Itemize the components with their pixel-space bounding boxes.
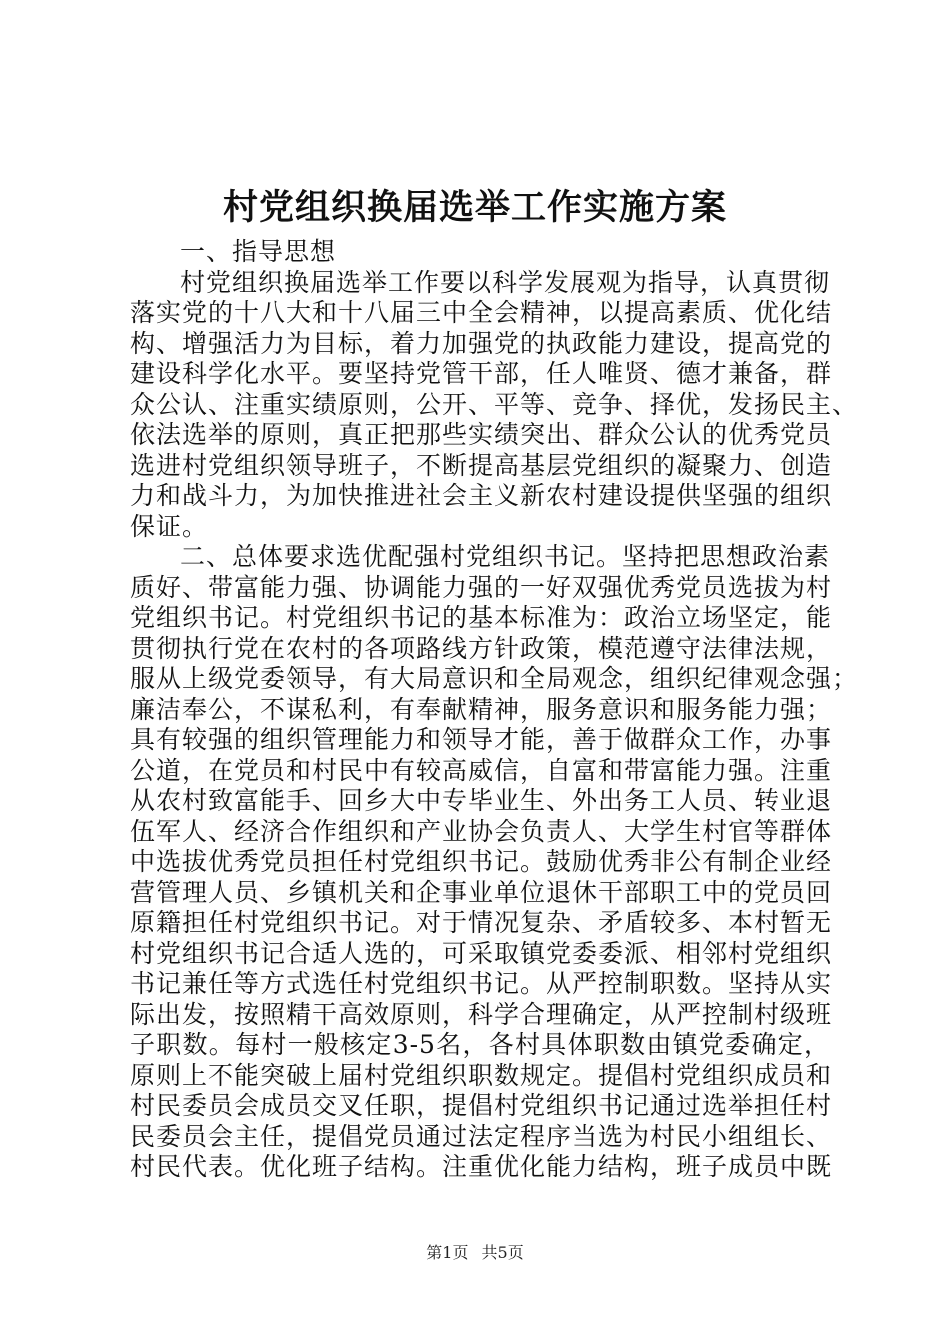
body-line: 村民代表。优化班子结构。注重优化能力结构，班子成员中既 — [130, 1152, 833, 1181]
body-line: 构、增强活力为目标，着力加强党的执政能力建设，提高党的 — [130, 328, 833, 358]
body-line: 民委员会主任，提倡党员通过法定程序当选为村民小组组长、 — [130, 1121, 833, 1151]
body-line: 中选拔优秀党员担任村党组织书记。鼓励优秀非公有制企业经 — [130, 847, 833, 876]
body-line: 廉洁奉公，不谋私利，有奉献精神，服务意识和服务能力强； — [130, 694, 833, 724]
body-line: 力和战斗力，为加快推进社会主义新农村建设提供坚强的组织 — [130, 481, 833, 510]
body-line: 落实党的十八大和十八届三中全会精神，以提高素质、优化结 — [130, 298, 833, 327]
body-line: 保证。 — [130, 511, 209, 541]
body-line: 从农村致富能手、回乡大中专毕业生、外出务工人员、转业退 — [130, 786, 833, 815]
body-line: 服从上级党委领导，有大局意识和全局观念，组织纪律观念强； — [130, 664, 859, 693]
page-total: 共5页 — [481, 1243, 524, 1262]
body-line: 书记兼任等方式选任村党组织书记。从严控制职数。坚持从实 — [130, 969, 833, 998]
body-line: 贯彻执行党在农村的各项路线方针政策，模范遵守法律法规， — [130, 633, 833, 663]
body-line: 原则上不能突破上届村党组织职数规定。提倡村党组织成员和 — [130, 1060, 833, 1090]
body-line: 众公认、注重实绩原则，公开、平等、竞争、择优，发扬民主、 — [130, 389, 859, 419]
body-line: 选进村党组织领导班子，不断提高基层党组织的凝聚力、创造 — [130, 450, 833, 480]
body-line: 具有较强的组织管理能力和领导才能，善于做群众工作，办事 — [130, 725, 833, 754]
document-title: 村党组织换届选举工作实施方案 — [222, 187, 727, 228]
body-line: 伍军人、经济合作组织和产业协会负责人、大学生村官等群体 — [130, 816, 833, 846]
body-line: 原籍担任村党组织书记。对于情况复杂、矛盾较多、本村暂无 — [130, 908, 833, 937]
body-line: 党组织书记。村党组织书记的基本标准为：政治立场坚定，能 — [130, 603, 833, 632]
document-body — [130, 237, 859, 1183]
body-line: 一、指导思想 — [180, 237, 337, 266]
body-line: 公道，在党员和村民中有较高威信，自富和带富能力强。注重 — [130, 755, 833, 785]
body-line: 子职数。每村一般核定3-5名，各村具体职数由镇党委确定， — [130, 1030, 830, 1059]
body-line: 际出发，按照精干高效原则，科学合理确定，从严控制村级班 — [130, 999, 833, 1029]
body-line: 二、总体要求选优配强村党组织书记。坚持把思想政治素 — [180, 542, 831, 571]
body-line: 建设科学化水平。要坚持党管干部，任人唯贤、德才兼备，群 — [130, 359, 833, 388]
page-footer — [0, 1242, 950, 1264]
body-line: 村党组织书记合适人选的，可采取镇党委委派、相邻村党组织 — [130, 938, 833, 968]
body-line: 质好、带富能力强、协调能力强的一好双强优秀党员选拔为村 — [130, 572, 833, 602]
body-line: 村民委员会成员交叉任职，提倡村党组织书记通过选举担任村 — [130, 1091, 833, 1120]
body-line: 村党组织换届选举工作要以科学发展观为指导，认真贯彻 — [180, 267, 831, 297]
body-line: 依法选举的原则，真正把那些实绩突出、群众公认的优秀党员 — [130, 420, 833, 449]
page-number: 第1页 — [426, 1243, 469, 1262]
body-line: 营管理人员、乡镇机关和企事业单位退休干部职工中的党员回 — [130, 877, 833, 907]
